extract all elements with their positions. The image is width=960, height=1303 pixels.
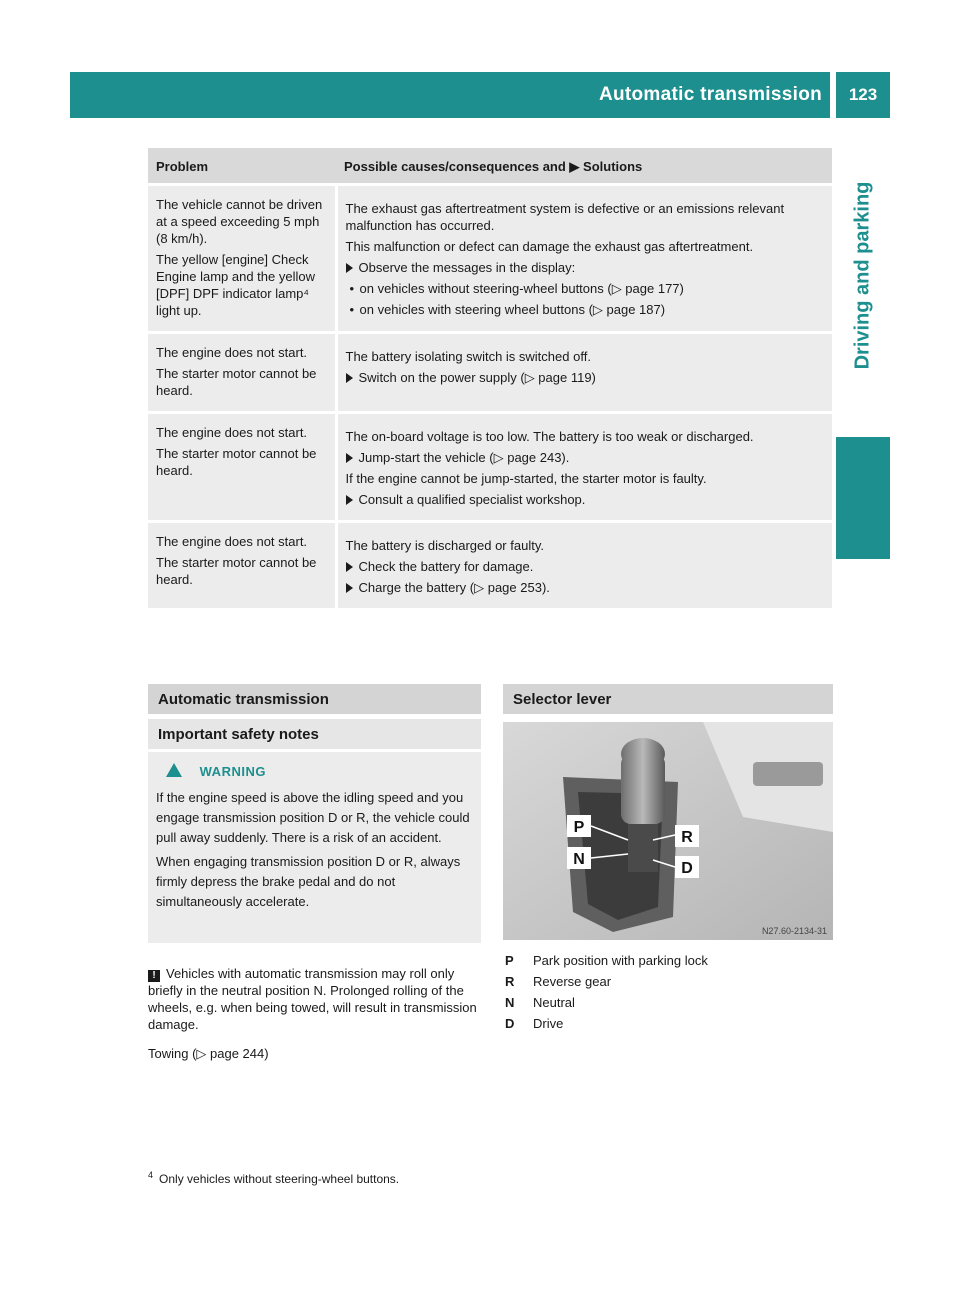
side-tab-label: Driving and parking [851, 181, 873, 369]
legend-item [505, 992, 708, 1013]
cause-text [346, 428, 825, 445]
header-problem: Problem [148, 148, 336, 185]
warning-label: WARNING [199, 764, 266, 779]
solution-step [346, 579, 825, 596]
causes-cell [336, 413, 832, 522]
legend-key: R [505, 974, 515, 989]
table-row [148, 185, 832, 333]
legend-item [505, 1013, 708, 1034]
cause-line: The battery isolating switch is switched off. [345, 349, 591, 364]
svg-text:N: N [573, 851, 585, 868]
warning-text-2: When engaging transmission position D or R, always firmly depress the brake pedal and do not simultaneously accelerate. [156, 854, 461, 909]
transmission-note [148, 965, 481, 1033]
note-text: Vehicles with automatic transmission may roll only briefly in the neutral position N. Prolonged rolling of the wheels, e.g. when being towed, will result in transmission damage. [148, 966, 477, 1032]
step-arrow-icon [346, 373, 353, 383]
label-p [567, 815, 591, 837]
legend-text: Reverse gear [533, 974, 612, 989]
page-title: Automatic transmission [598, 84, 822, 105]
causes-cell [336, 185, 832, 333]
legend-item [505, 971, 708, 992]
cause-line: on vehicles without steering-wheel buttons (▷ page 177) [359, 281, 684, 296]
causes-cell [336, 333, 832, 413]
footnote-text: Only vehicles without steering-wheel buttons. [159, 1172, 400, 1186]
svg-text:D: D [681, 860, 693, 877]
cause-line: Jump-start the vehicle (▷ page 243). [358, 450, 570, 465]
table-row [148, 333, 832, 413]
cause-text [346, 348, 825, 365]
photo-code: N27.60-2134-31 [761, 926, 827, 936]
problem-text: The engine does not start. [156, 345, 308, 360]
problem-text: The vehicle cannot be driven at a speed exceeding 5 mph (8 km/h). [156, 197, 323, 246]
cause-line: Charge the battery (▷ page 253). [358, 580, 550, 595]
header-causes: Possible causes/consequences and ▶ Solutions [336, 148, 832, 185]
section-heading-automatic-transmission: Automatic transmission [148, 684, 481, 714]
legend-text: Neutral [533, 995, 575, 1010]
legend-text: Park position with parking lock [533, 953, 708, 968]
footnote-mark: 4 [148, 1170, 154, 1180]
legend-key: P [505, 953, 514, 968]
selector-legend [505, 950, 708, 1034]
cause-bullet [346, 280, 825, 297]
problem-cell [148, 522, 336, 610]
legend-item [505, 950, 708, 971]
problem-cell [148, 185, 336, 333]
solution-step [346, 558, 825, 575]
subsection-heading-safety-notes: Important safety notes [148, 719, 481, 749]
table-header-row [148, 148, 832, 185]
problem-cell [148, 413, 336, 522]
problem-text: The starter motor cannot be heard. [156, 555, 317, 587]
cause-text [346, 238, 825, 255]
side-tab-block [836, 437, 890, 559]
page-number: 123 [836, 72, 890, 118]
cause-line: The exhaust gas aftertreatment system is defective or an emissions relevant malfunction has occurred. [345, 201, 785, 233]
cause-line: Switch on the power supply (▷ page 119) [358, 370, 596, 385]
cause-line: Consult a qualified specialist workshop. [358, 492, 586, 507]
table-body [148, 185, 832, 610]
cause-text [346, 470, 825, 487]
legend-key: N [505, 995, 515, 1010]
footnote [148, 1170, 399, 1186]
problem-text: The starter motor cannot be heard. [156, 366, 317, 398]
cause-text [346, 200, 825, 234]
cause-line: The on-board voltage is too low. The battery is too weak or discharged. [345, 429, 754, 444]
problem-text: The yellow [engine] Check Engine lamp and the yellow [DPF] DPF indicator lamp⁴ light up. [156, 252, 315, 318]
label-r [675, 825, 699, 847]
selector-lever-photo [503, 722, 833, 940]
solution-step [346, 259, 825, 276]
step-arrow-icon [346, 583, 353, 593]
cause-line: The battery is discharged or faulty. [345, 538, 544, 553]
problem-text: The starter motor cannot be heard. [156, 446, 317, 478]
warning-triangle-icon [166, 763, 182, 777]
side-tab [835, 125, 890, 425]
table-row [148, 522, 832, 610]
step-arrow-icon [346, 263, 353, 273]
cause-line: If the engine cannot be jump-started, the starter motor is faulty. [345, 471, 707, 486]
cause-line: Observe the messages in the display: [358, 260, 576, 275]
label-d [675, 856, 699, 878]
selector-lever-illustration [503, 722, 833, 940]
problem-table [148, 148, 832, 611]
step-arrow-icon [346, 562, 353, 572]
solution-step [346, 449, 825, 466]
label-n [567, 847, 591, 869]
problem-text: The engine does not start. [156, 534, 308, 549]
warning-box [148, 752, 481, 943]
legend-key: D [505, 1016, 515, 1031]
solution-step [346, 369, 825, 386]
towing-reference: Towing (▷ page 244) [148, 1046, 269, 1061]
causes-cell [336, 522, 832, 610]
step-arrow-icon [346, 495, 353, 505]
step-arrow-icon [346, 453, 353, 463]
problem-text: The engine does not start. [156, 425, 308, 440]
cause-line: This malfunction or defect can damage the exhaust gas aftertreatment. [345, 239, 754, 254]
cause-line: on vehicles with steering wheel buttons (▷ page 187) [359, 302, 666, 317]
cause-line: Check the battery for damage. [358, 559, 534, 574]
note-exclamation-icon: ! [148, 970, 160, 982]
cause-text [346, 537, 825, 554]
problem-cell [148, 333, 336, 413]
table-row [148, 413, 832, 522]
section-heading-selector-lever: Selector lever [503, 684, 833, 714]
legend-text: Drive [533, 1016, 564, 1031]
svg-text:R: R [681, 829, 693, 846]
solution-step [346, 491, 825, 508]
warning-text-1: If the engine speed is above the idling speed and you engage transmission position D or R, the vehicle could pull away suddenly. There is a risk of an accident. [156, 790, 470, 845]
svg-text:P: P [573, 819, 585, 836]
cause-bullet [346, 301, 825, 318]
